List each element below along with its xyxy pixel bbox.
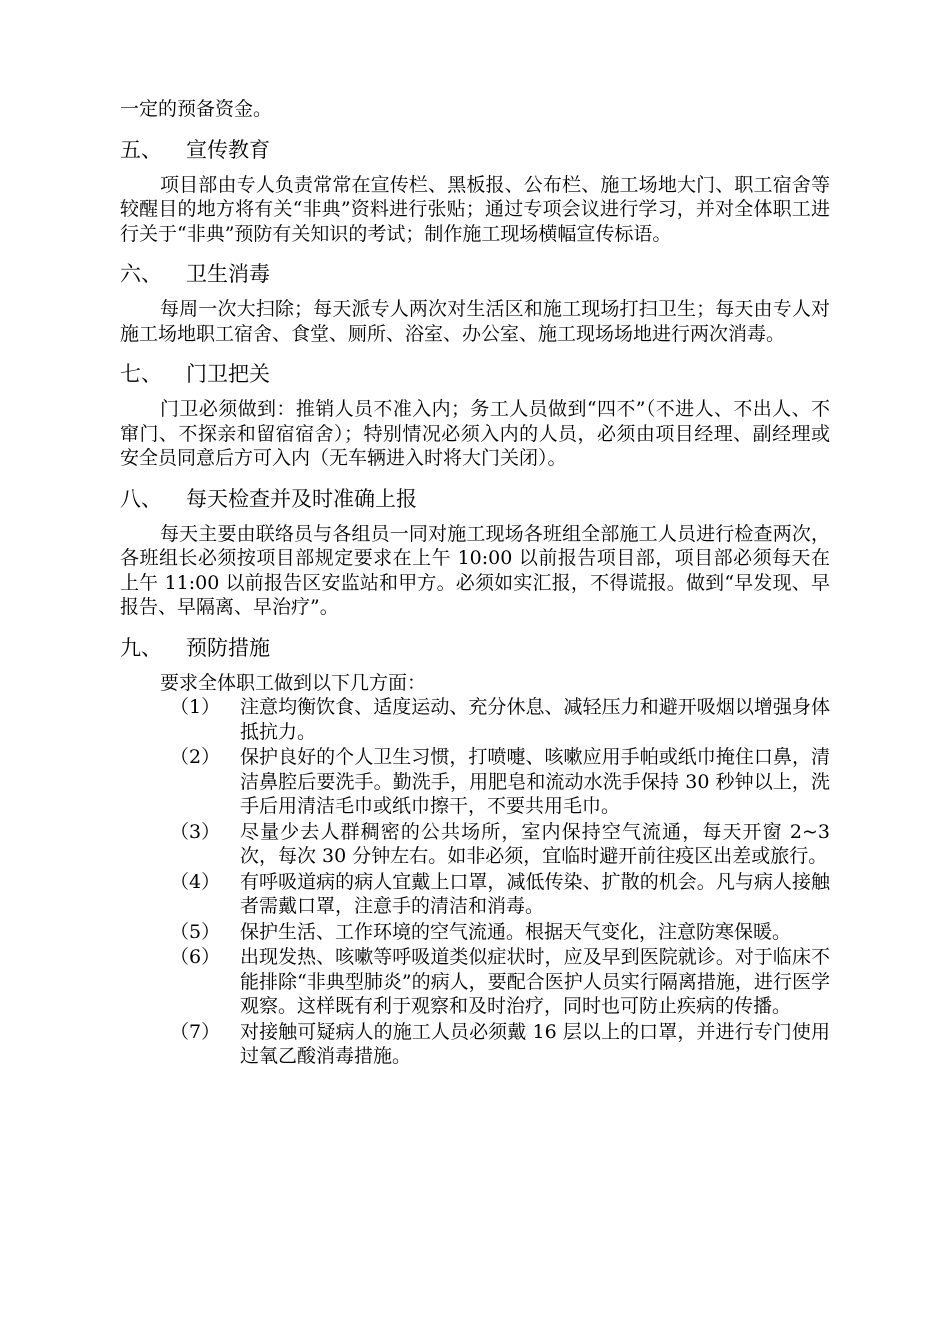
list-item-text: 保护生活、工作环境的空气流通。根据天气变化，注意防寒保暖。: [240, 920, 792, 943]
section-body: 项目部由专人负责常常在宣传栏、黑板报、公布栏、施工场地大门、职工宿舍等较醒目的地方将有关“非典”资料进行张贴；通过专项会议进行学习，并对全体职工进行关于“非典”预防有关知识的考试；制作施工现场横幅宣传标语。: [120, 173, 830, 245]
list-item-text: 保护良好的个人卫生习惯，打喷嚏、咳嗽应用手帕或纸巾掩住口鼻，清洁鼻腔后要洗手。勤洗手，用肥皂和流动水洗手保持 30 秒钟以上，洗手后用清洁毛巾或纸巾擦干，不要共用毛巾。: [240, 746, 830, 817]
section-heading: [120, 260, 830, 288]
section-6: [120, 260, 830, 346]
measures-list: [120, 695, 830, 1069]
list-marker: （6）: [170, 946, 221, 968]
section-8: [120, 485, 830, 620]
list-item: [120, 745, 830, 819]
list-item-text: 有呼吸道病的病人宜戴上口罩，减低传染、扩散的机会。凡与病人接触者需戴口罩，注意手的清洁和消毒。: [240, 870, 830, 917]
section-heading: [120, 634, 830, 662]
list-item: [120, 820, 830, 869]
section-number: 六、: [120, 262, 162, 286]
section-body: 要求全体职工做到以下几方面：: [160, 671, 427, 694]
section-title: 门卫把关: [186, 362, 270, 386]
intro-paragraph: 一定的预备资金。: [120, 98, 273, 120]
list-item: [120, 870, 830, 919]
list-marker: （4）: [170, 870, 221, 893]
section-number: 五、: [120, 137, 162, 162]
list-marker: （2）: [170, 746, 221, 768]
list-item: [120, 920, 830, 945]
list-item-text: 出现发热、咳嗽等呼吸道类似症状时，应及早到医院就诊。对于临床不能排除“非典型肺炎”的病人，要配合医护人员实行隔离措施，进行医学观察。这样既有利于观察和及时治疗，同时也可防止疾病的传播。: [240, 946, 830, 1017]
section-body: 每天主要由联络员与各组员一同对施工现场各班组全部施工人员进行检查两次，各班组长必须按项目部规定要求在上午 10:00 以前报告项目部，项目部必须每天在上午 11:00 以前报告区安监站和甲方。必须如实汇报，不得谎报。做到“早发现、早报告、早隔离、早治疗”。: [120, 522, 830, 618]
section-body: 门卫必须做到：推销人员不准入内；务工人员做到“四不”（不进人、不出人、不窜门、不探亲和留宿宿舍）；特别情况必须入内的人员，必须由项目经理、副经理或安全员同意后方可入内（无车辆进入时将大门关闭）。: [120, 398, 830, 469]
section-number: 九、: [120, 635, 162, 660]
list-marker: （5）: [170, 920, 221, 943]
section-number: 七、: [120, 362, 162, 386]
list-item-text: 注意均衡饮食、适度运动、充分休息、减轻压力和避开吸烟以增强身体抵抗力。: [240, 696, 830, 743]
section-title: 宣传教育: [186, 137, 270, 162]
list-item: [120, 695, 830, 744]
section-9: [120, 634, 830, 1069]
list-item: [120, 1020, 830, 1069]
section-title: 每天检查并及时准确上报: [186, 486, 417, 511]
list-marker: （1）: [170, 696, 221, 718]
section-heading: [120, 485, 830, 513]
section-heading: [120, 136, 830, 164]
section-number: 八、: [120, 486, 162, 511]
section-title: 预防措施: [186, 635, 270, 660]
section-heading: [120, 360, 830, 388]
section-7: [120, 360, 830, 471]
list-item-text: 对接触可疑病人的施工人员必须戴 16 层以上的口罩，并进行专门使用过氧乙酸消毒措施。: [240, 1020, 830, 1067]
section-body: 每周一次大扫除；每天派专人两次对生活区和施工现场打扫卫生；每天由专人对施工场地职工宿舍、食堂、厕所、浴室、办公室、施工现场场地进行两次消毒。: [120, 298, 830, 345]
section-title: 卫生消毒: [186, 262, 270, 286]
list-item: [120, 945, 830, 1019]
list-marker: （7）: [170, 1020, 221, 1043]
list-item-text: 尽量少去人群稠密的公共场所，室内保持空气流通，每天开窗 2~3 次，每次 30 分钟左右。如非必须，宜临时避开前往疫区出差或旅行。: [240, 820, 830, 867]
section-5: [120, 136, 830, 247]
list-marker: （3）: [170, 820, 221, 843]
